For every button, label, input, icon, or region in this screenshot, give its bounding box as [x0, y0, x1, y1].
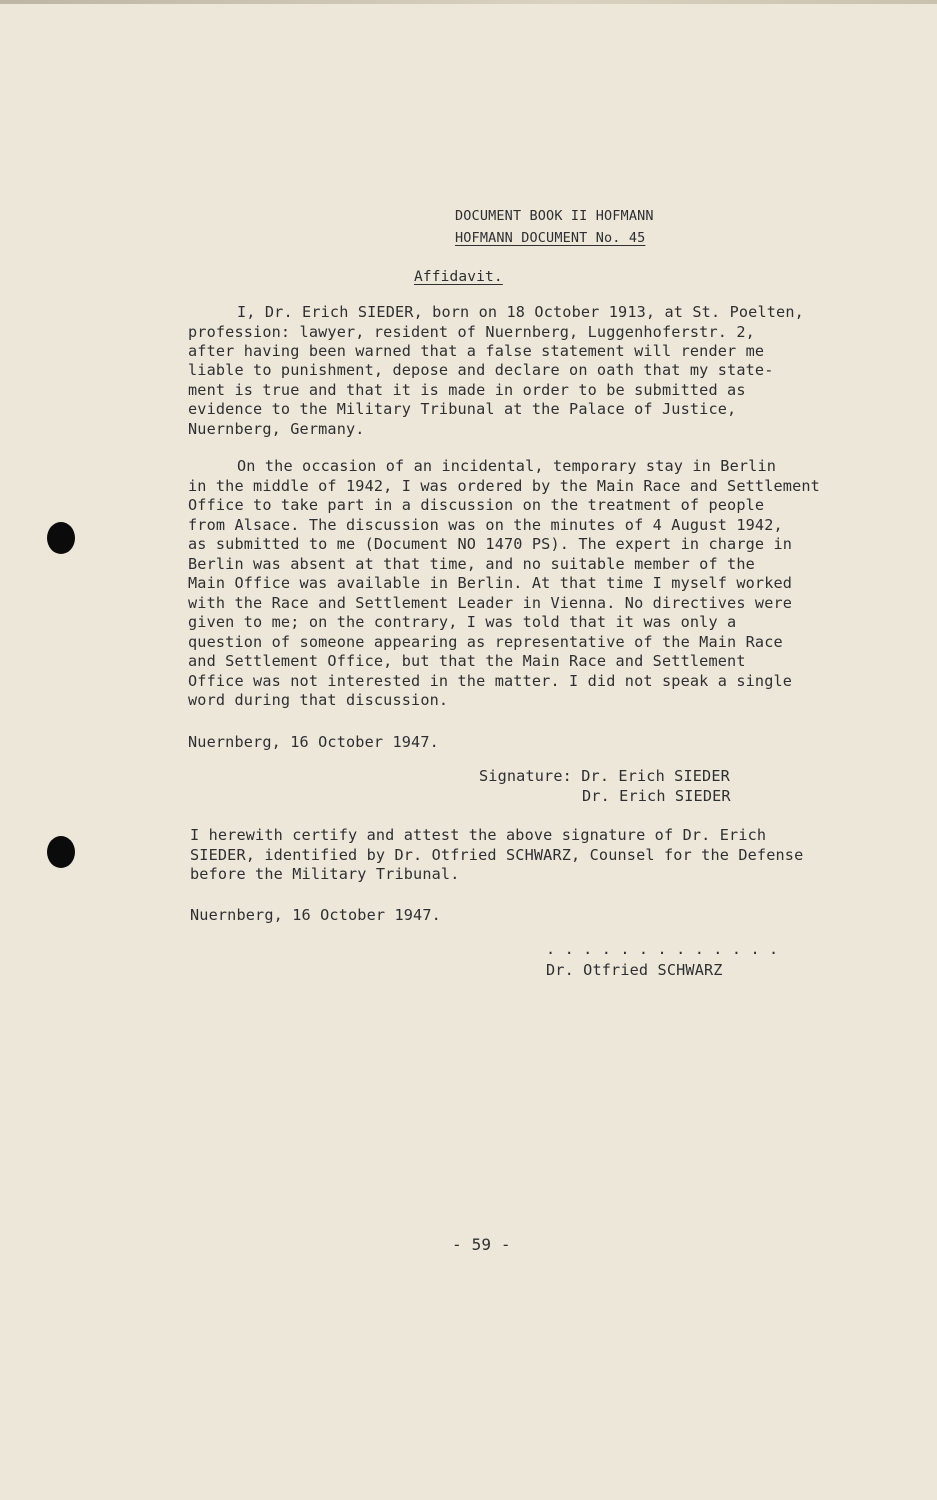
paragraph-line: SIEDER, identified by Dr. Otfried SCHWARZ, Counsel for the Defense: [190, 846, 804, 864]
paragraph-line: profession: lawyer, resident of Nuernberg, Luggenhoferstr. 2,: [188, 323, 755, 341]
signature-name: Dr. Erich SIEDER: [582, 787, 731, 805]
place-date: Nuernberg, 16 October 1947.: [188, 733, 439, 751]
affidavit-title: Affidavit.: [414, 269, 503, 285]
paragraph-line: Nuernberg, Germany.: [188, 420, 365, 438]
counsel-name: Dr. Otfried SCHWARZ: [546, 961, 723, 979]
paragraph-line: liable to punishment, depose and declare on oath that my state-: [188, 361, 774, 379]
paragraph-line: after having been warned that a false statement will render me: [188, 342, 765, 360]
paragraph-line: Office to take part in a discussion on the treatment of people: [188, 496, 765, 514]
punch-hole-lower: [47, 836, 75, 868]
paragraph-line: ment is true and that it is made in order to be submitted as: [188, 381, 746, 399]
document-number-label: HOFMANN DOCUMENT No. 45: [455, 230, 646, 246]
paragraph-line: before the Military Tribunal.: [190, 865, 460, 883]
paragraph-line: I herewith certify and attest the above signature of Dr. Erich: [190, 826, 767, 844]
paragraph-line: Main Office was available in Berlin. At that time I myself worked: [188, 574, 793, 592]
paragraph-line: from Alsace. The discussion was on the minutes of 4 August 1942,: [188, 516, 783, 534]
paragraph-line: question of someone appearing as representative of the Main Race: [188, 633, 783, 651]
paragraph-line: Office was not interested in the matter. I did not speak a single: [188, 672, 793, 690]
paragraph-line: with the Race and Settlement Leader in Vienna. No directives were: [188, 594, 793, 612]
paragraph-line: as submitted to me (Document NO 1470 PS). The expert in charge in: [188, 535, 793, 553]
signature-line: Signature: Dr. Erich SIEDER: [479, 767, 730, 785]
paragraph-line: in the middle of 1942, I was ordered by the Main Race and Settlement: [188, 477, 820, 495]
paragraph-line: given to me; on the contrary, I was told that it was only a: [188, 613, 737, 631]
paragraph-line: and Settlement Office, but that the Main Race and Settlement: [188, 652, 746, 670]
document-book-label: DOCUMENT BOOK II HOFMANN: [455, 208, 654, 224]
paragraph-line: I, Dr. Erich SIEDER, born on 18 October 1913, at St. Poelten,: [237, 303, 804, 321]
signature-dots: . . . . . . . . . . . . .: [546, 940, 779, 958]
place-date: Nuernberg, 16 October 1947.: [190, 906, 441, 924]
page-top-edge: [0, 0, 937, 4]
paragraph-line: Berlin was absent at that time, and no suitable member of the: [188, 555, 755, 573]
paragraph-line: On the occasion of an incidental, temporary stay in Berlin: [237, 457, 777, 475]
paragraph-line: evidence to the Military Tribunal at the Palace of Justice,: [188, 400, 737, 418]
punch-hole-upper: [47, 522, 75, 554]
page-number: - 59 -: [452, 1235, 511, 1254]
paragraph-line: word during that discussion.: [188, 691, 449, 709]
